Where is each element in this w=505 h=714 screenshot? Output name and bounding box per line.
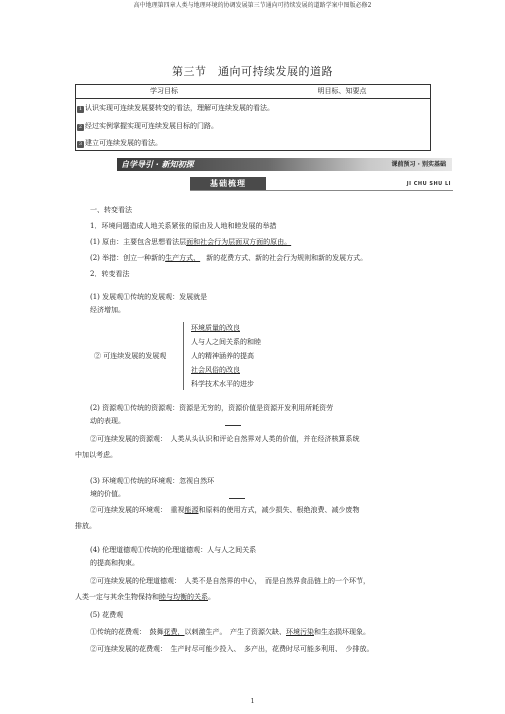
body-line: 2．转变看法 bbox=[90, 270, 130, 278]
text: ①传统的花费观： 鼓舞 bbox=[90, 628, 164, 636]
page-title: 第三节 通向可持续发展的道路 bbox=[172, 65, 333, 78]
banner-right-label: 课前预习 · 别实基础 bbox=[391, 161, 446, 168]
body-line: (1) 发展观①传统的发展观：发展就是 bbox=[90, 293, 208, 301]
underlined-answer: 睦与均衡的关系 bbox=[159, 593, 208, 601]
goal-item bbox=[77, 104, 274, 113]
page-number: 1 bbox=[250, 698, 255, 705]
text: 人类一定与其余生物保持和 bbox=[75, 593, 159, 601]
body-line: (3) 环境观①传统的环境观：忽视自然环 bbox=[90, 477, 215, 485]
underlined-answer: 花费， bbox=[163, 628, 185, 636]
answer-blank bbox=[229, 491, 245, 499]
text: 和原料的使用方式，减少损失、根绝浪费、减少废物 bbox=[198, 506, 360, 514]
subheader-label: 基础梳理 bbox=[210, 179, 246, 188]
text: 动的表现。 bbox=[90, 417, 125, 425]
body-line: ②可连续发展的花费观： 生产时尽可能少投入、 多产出，花费时尽可能多利用、 少排放。 bbox=[90, 645, 374, 653]
underlined-answer: 能源 bbox=[184, 506, 199, 514]
body-line: 中加以考虑。 bbox=[75, 451, 117, 459]
body-line: 经济增加。 bbox=[90, 306, 125, 314]
text: 以刺激生产。 产生了资源欠缺、 bbox=[184, 628, 286, 636]
goal-item bbox=[77, 139, 162, 148]
body-line bbox=[90, 417, 241, 426]
underlined-answer: 生产方式、 bbox=[165, 254, 201, 262]
body-line: 排放。 bbox=[75, 522, 96, 530]
body-line: ② 可连续发展的发展观 bbox=[94, 352, 167, 360]
body-line bbox=[75, 593, 215, 602]
list-item: 科学技术水平的进步 bbox=[191, 380, 254, 388]
text: ②可连续发展的环境观： 重视 bbox=[90, 506, 185, 514]
goal-text: 认识实现可连续发展要转变的看法，理解可连续发展的看法。 bbox=[85, 104, 274, 112]
body-line bbox=[90, 254, 367, 263]
goal-item bbox=[77, 122, 218, 131]
bracket bbox=[183, 322, 188, 390]
page-header: 高中地理第四章人类与地理环境的协调发展第三节通向可持续发展的道路学案中图版必修2 bbox=[133, 2, 372, 9]
body-line: ②可连续发展的资源观： 人类从头认识和评论自然界对人类的价值，并在经济核算系统 bbox=[90, 435, 360, 443]
underlined-answer: 面和社会行为层面双方面的原由。 bbox=[186, 238, 292, 246]
goal-number: 3 bbox=[78, 141, 83, 147]
text: 新的花费方式、新的社会行为规则和新的发展方式。 bbox=[206, 254, 368, 262]
subheader-tag bbox=[190, 177, 266, 190]
subheader-pinyin: JI CHU SHU LI bbox=[406, 181, 451, 187]
table-header-goals: 学习目标 bbox=[150, 87, 178, 95]
answer-blank bbox=[225, 418, 241, 426]
text: 。 bbox=[208, 593, 215, 601]
table-header-divider bbox=[75, 98, 431, 99]
body-line bbox=[90, 506, 360, 515]
banner-label: 自学导引 · 新知初探 bbox=[121, 160, 194, 169]
text: (2) 举措：创立一种新的 bbox=[90, 254, 166, 262]
body-line bbox=[90, 490, 245, 499]
section-banner bbox=[117, 158, 452, 171]
list-item: 人的精神涵养的提高 bbox=[191, 352, 254, 360]
body-line: (2) 资源观①传统的资源观：资源是无穷的，资源价值是资源开发利用所耗资劳 bbox=[90, 404, 334, 412]
underlined-answer: 环境污染 bbox=[286, 628, 314, 636]
body-line: 的提高和拘束。 bbox=[90, 559, 139, 567]
body-line: (4) 伦理道德观①传统的伦理道德观：人与人之间关系 bbox=[90, 546, 257, 554]
body-line: (5) 花费观 bbox=[90, 611, 124, 619]
table-header-focus: 明目标、知要点 bbox=[317, 87, 367, 95]
goal-number: 2 bbox=[78, 124, 83, 130]
body-line bbox=[90, 628, 370, 637]
body-line: ②可连续发展的伦理道德观： 人类不是自然界的中心， 而是自然界食品链上的一个环节， bbox=[90, 577, 370, 585]
body-line: 1．环境问题造成人地关系紧张的原由及人地和睦发展的举措 bbox=[90, 222, 277, 230]
text: 和生态损坏现象。 bbox=[314, 628, 370, 636]
goal-text: 经过实例掌握实现可连续发展目标的门路。 bbox=[85, 122, 218, 130]
body-line bbox=[90, 238, 291, 247]
goal-number: 1 bbox=[78, 106, 83, 112]
text: (1) 原由：主要包含思想看法层 bbox=[90, 238, 187, 246]
heading-change-views: 一、转变看法 bbox=[90, 206, 132, 214]
goal-text: 建立可连续发展的看法。 bbox=[85, 139, 162, 147]
list-item: 环境质量的改良 bbox=[191, 324, 240, 332]
list-item: 社会风俗的改良 bbox=[191, 366, 240, 374]
text: 境的价值。 bbox=[90, 490, 125, 498]
list-item: 人与人之间关系的和睦 bbox=[191, 338, 261, 346]
